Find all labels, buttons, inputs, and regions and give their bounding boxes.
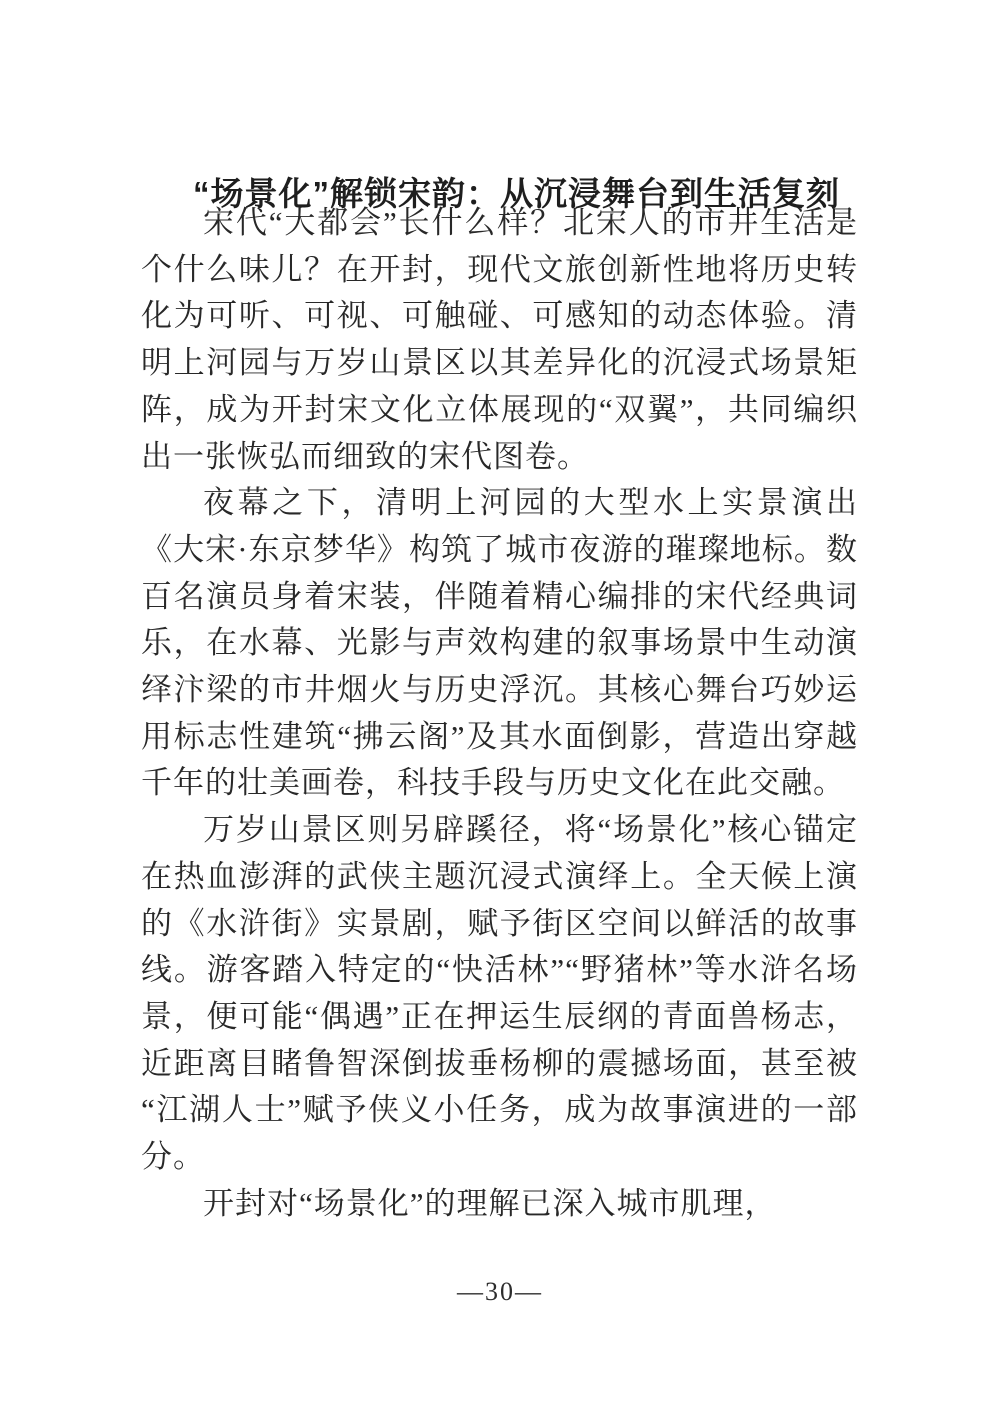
paragraph-1: 宋代“大都会”长什么样？北宋人的市井生活是个什么味儿？在开封，现代文旅创新性地将历史转化为可听、可视、可触碰、可感知的动态体验。清明上河园与万岁山景区以其差异化的沉浸式场景矩阵，成为开封宋文化立体展现的“双翼”，共同编织出一张恢弘而细致的宋代图卷。 xyxy=(141,205,858,474)
paragraph-3: 万岁山景区则另辟蹊径，将“场景化”核心锚定在热血澎湃的武侠主题沉浸式演绎上。全天候上演的《水浒街》实景剧，赋予街区空间以鲜活的故事线。游客踏入特定的“快活林”“野猪林”等水浒名场景，便可能“偶遇”正在押运生辰纲的青面兽杨志，近距离目睹鲁智深倒拔垂杨柳的震撼场面，甚至被“江湖人士”赋予侠义小任务，成为故事演进的一部分。 xyxy=(141,812,858,1175)
paragraph-4: 开封对“场景化”的理解已深入城市肌理， xyxy=(203,1185,777,1221)
paragraph-2: 夜幕之下，清明上河园的大型水上实景演出《大宋·东京梦华》构筑了城市夜游的璀璨地标。数百名演员身着宋装，伴随着精心编排的宋代经典词乐，在水幕、光影与声效构建的叙事场景中生动演绎汴梁的市井烟火与历史浮沉。其核心舞台巧妙运用标志性建筑“拂云阁”及其水面倒影，营造出穿越千年的壮美画卷，科技手段与历史文化在此交融。 xyxy=(141,485,858,801)
document-title: “场景化”解锁宋韵：从沉浸舞台到生活复刻 xyxy=(193,175,840,213)
document-body xyxy=(141,200,858,1227)
page-number: —30— xyxy=(457,1277,543,1306)
